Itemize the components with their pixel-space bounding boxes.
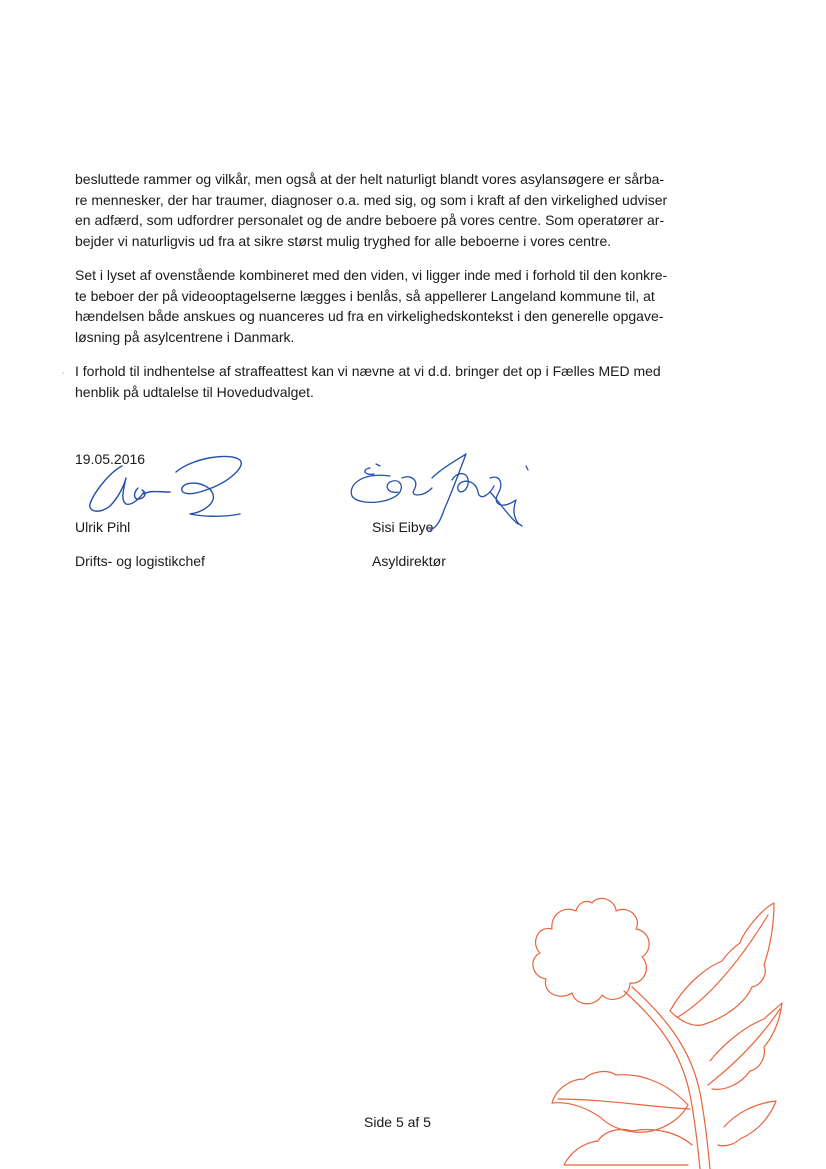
signatory-title-right: Asyldirektør	[372, 553, 446, 569]
paragraph-line: te beboer der på videooptagelserne lægges i benlås, så appellerer Langeland kommune til, at	[75, 287, 655, 304]
paragraph-line: re mennesker, der har traumer, diagnoser o.a. med sig, og som i kraft af den virkelighed udviser	[75, 191, 668, 208]
signatory-name-left: Ulrik Pihl	[75, 519, 131, 535]
signature-right-icon	[340, 448, 540, 533]
paragraph-line: løsning på asylcentrene i Danmark.	[75, 328, 295, 345]
signature-left-icon	[80, 448, 250, 520]
margin-dot-mark: ,	[62, 366, 65, 375]
signature-date: 19.05.2016	[75, 451, 146, 467]
paragraph-2	[75, 265, 730, 347]
page-footer: Side 5 af 5	[364, 1114, 431, 1130]
paragraph-line: Set i lyset af ovenstående kombineret med den viden, vi ligger inde med i forhold til den konkre-	[75, 267, 668, 283]
paragraph-line: en adfærd, som udfordrer personalet og de andre beboere på vores centre. Som operatører ar-	[75, 212, 665, 228]
paragraph-1	[75, 169, 730, 251]
paragraph-line: hændelsen både anskues og nuanceres ud fra en virkelighedskontekst i den generelle opgave-	[75, 308, 664, 324]
signatory-title-left: Drifts- og logistikchef	[75, 553, 205, 569]
paragraph-line: I forhold til indhentelse af straffeattest kan vi nævne at vi d.d. bringer det op i Fælles MED med	[75, 363, 661, 379]
signatory-name-right: Sisi Eibye	[372, 519, 434, 535]
paragraph-line: henblik på udtalelse til Hovedudvalget.	[75, 383, 314, 400]
paragraph-3	[75, 361, 730, 402]
paragraph-line: besluttede rammer og vilkår, men også at der helt naturligt blandt vores asylansøgere er sårba-	[75, 171, 665, 187]
paragraph-line: bejder vi naturligvis ud fra at sikre størst mulig tryghed for alle beboerne i vores centre.	[75, 232, 612, 249]
